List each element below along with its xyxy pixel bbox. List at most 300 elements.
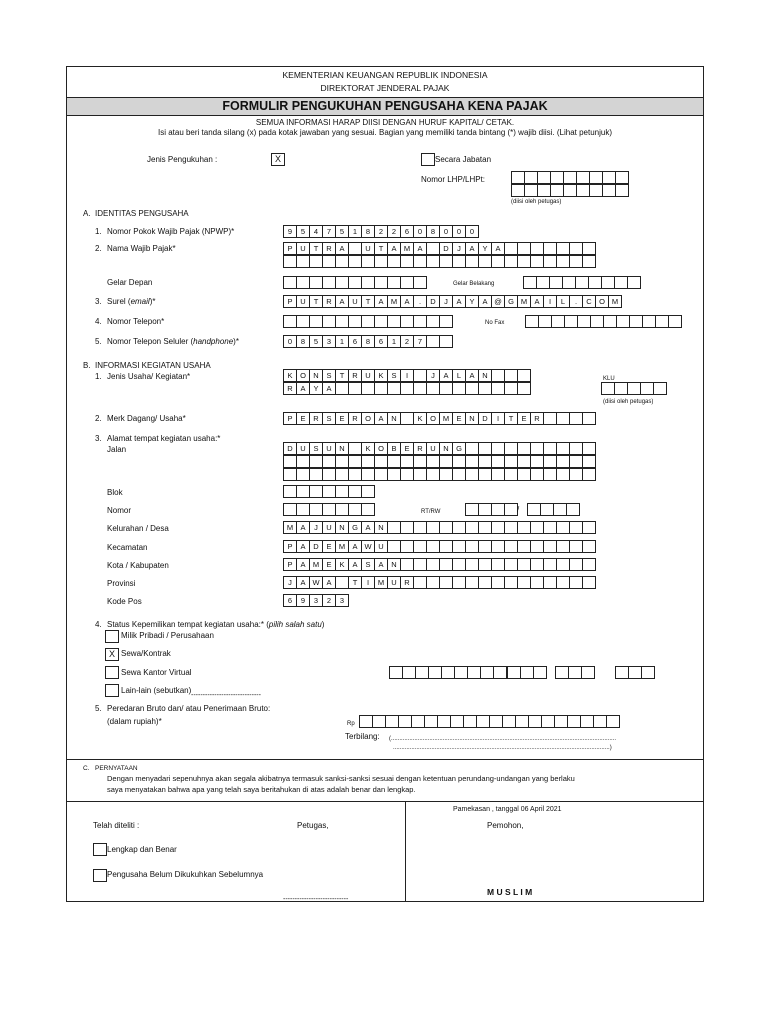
char-box[interactable] — [556, 521, 570, 534]
sewa-virtual-checkbox[interactable] — [105, 666, 119, 679]
char-box[interactable] — [465, 521, 479, 534]
char-box[interactable] — [439, 521, 453, 534]
char-box[interactable] — [478, 558, 492, 571]
char-box[interactable]: R — [322, 242, 336, 255]
char-box[interactable] — [400, 276, 414, 289]
char-box[interactable] — [504, 242, 518, 255]
char-box[interactable] — [556, 442, 570, 455]
char-box[interactable] — [426, 521, 440, 534]
char-box[interactable] — [569, 521, 583, 534]
char-box[interactable]: C — [582, 295, 596, 308]
char-box[interactable] — [400, 521, 414, 534]
char-box[interactable] — [589, 184, 603, 197]
char-box[interactable] — [426, 335, 440, 348]
char-box[interactable]: 6 — [400, 225, 414, 238]
char-box[interactable] — [524, 171, 538, 184]
provinsi-boxes[interactable] — [283, 576, 596, 589]
char-box[interactable] — [480, 666, 494, 679]
char-box[interactable] — [335, 382, 349, 395]
lain-lain-checkbox[interactable] — [105, 684, 119, 697]
char-box[interactable] — [530, 242, 544, 255]
char-box[interactable] — [668, 315, 682, 328]
char-box[interactable] — [593, 715, 607, 728]
char-box[interactable] — [504, 540, 518, 553]
char-box[interactable] — [361, 315, 375, 328]
nofax-boxes[interactable] — [525, 315, 682, 328]
char-box[interactable] — [491, 442, 505, 455]
char-box[interactable]: T — [309, 295, 323, 308]
char-box[interactable] — [348, 455, 362, 468]
char-box[interactable] — [296, 503, 310, 516]
char-box[interactable] — [296, 455, 310, 468]
char-box[interactable] — [533, 666, 547, 679]
char-box[interactable]: J — [283, 576, 297, 589]
lain-lain-line[interactable]: ------------------------------ — [191, 692, 261, 699]
char-box[interactable]: R — [309, 412, 323, 425]
char-box[interactable] — [452, 576, 466, 589]
char-box[interactable] — [627, 382, 641, 395]
char-box[interactable]: T — [309, 242, 323, 255]
char-box[interactable] — [627, 276, 641, 289]
char-box[interactable] — [528, 715, 542, 728]
char-box[interactable] — [491, 558, 505, 571]
virtual-boxes-4[interactable] — [615, 666, 655, 679]
char-box[interactable]: W — [309, 576, 323, 589]
char-box[interactable] — [555, 666, 569, 679]
char-box[interactable] — [569, 412, 583, 425]
char-box[interactable] — [413, 540, 427, 553]
char-box[interactable]: D — [439, 242, 453, 255]
char-box[interactable] — [335, 255, 349, 268]
char-box[interactable] — [400, 255, 414, 268]
char-box[interactable] — [322, 468, 336, 481]
char-box[interactable]: T — [335, 369, 349, 382]
sewa-kontrak-checkbox[interactable]: X — [105, 648, 119, 661]
nama-boxes-row1[interactable] — [283, 242, 596, 255]
char-box[interactable] — [389, 666, 403, 679]
char-box[interactable]: 5 — [296, 225, 310, 238]
char-box[interactable]: A — [452, 295, 466, 308]
char-box[interactable]: 5 — [309, 335, 323, 348]
char-box[interactable] — [569, 558, 583, 571]
char-box[interactable] — [450, 715, 464, 728]
char-box[interactable] — [538, 315, 552, 328]
char-box[interactable] — [374, 455, 388, 468]
char-box[interactable] — [530, 468, 544, 481]
bruto-boxes[interactable] — [359, 715, 620, 728]
char-box[interactable] — [614, 382, 628, 395]
char-box[interactable]: G — [504, 295, 518, 308]
char-box[interactable]: A — [296, 382, 310, 395]
char-box[interactable] — [517, 576, 531, 589]
char-box[interactable]: N — [439, 442, 453, 455]
char-box[interactable] — [556, 455, 570, 468]
char-box[interactable] — [426, 382, 440, 395]
char-box[interactable]: E — [296, 412, 310, 425]
char-box[interactable]: A — [348, 540, 362, 553]
char-box[interactable]: N — [387, 558, 401, 571]
char-box[interactable] — [335, 468, 349, 481]
char-box[interactable] — [628, 666, 642, 679]
char-box[interactable] — [543, 455, 557, 468]
char-box[interactable] — [536, 276, 550, 289]
char-box[interactable] — [413, 382, 427, 395]
char-box[interactable] — [465, 455, 479, 468]
char-box[interactable]: 9 — [283, 225, 297, 238]
char-box[interactable] — [569, 455, 583, 468]
char-box[interactable] — [530, 442, 544, 455]
char-box[interactable] — [530, 576, 544, 589]
char-box[interactable]: K — [335, 558, 349, 571]
char-box[interactable] — [524, 184, 538, 197]
char-box[interactable]: T — [374, 242, 388, 255]
char-box[interactable] — [601, 382, 615, 395]
char-box[interactable]: K — [413, 412, 427, 425]
char-box[interactable] — [335, 485, 349, 498]
char-box[interactable]: N — [374, 521, 388, 534]
char-box[interactable] — [589, 171, 603, 184]
char-box[interactable] — [602, 184, 616, 197]
char-box[interactable] — [563, 184, 577, 197]
char-box[interactable]: P — [283, 295, 297, 308]
char-box[interactable]: A — [296, 558, 310, 571]
char-box[interactable]: A — [387, 242, 401, 255]
char-box[interactable] — [551, 315, 565, 328]
char-box[interactable] — [616, 315, 630, 328]
char-box[interactable] — [615, 171, 629, 184]
char-box[interactable] — [348, 468, 362, 481]
char-box[interactable]: 3 — [322, 335, 336, 348]
char-box[interactable] — [478, 442, 492, 455]
char-box[interactable] — [439, 558, 453, 571]
char-box[interactable]: W — [361, 540, 375, 553]
char-box[interactable]: E — [452, 412, 466, 425]
char-box[interactable] — [374, 255, 388, 268]
terbilang-line-1[interactable]: (....................................................................................................................................... — [389, 736, 617, 742]
char-box[interactable] — [387, 521, 401, 534]
char-box[interactable] — [413, 468, 427, 481]
char-box[interactable] — [463, 715, 477, 728]
char-box[interactable] — [543, 558, 557, 571]
char-box[interactable]: 8 — [426, 225, 440, 238]
nama-boxes-row2[interactable] — [283, 255, 596, 268]
char-box[interactable]: A — [296, 540, 310, 553]
char-box[interactable] — [441, 666, 455, 679]
char-box[interactable] — [491, 576, 505, 589]
char-box[interactable] — [525, 315, 539, 328]
char-box[interactable] — [452, 382, 466, 395]
char-box[interactable] — [452, 558, 466, 571]
char-box[interactable] — [428, 666, 442, 679]
char-box[interactable]: K — [374, 369, 388, 382]
char-box[interactable]: D — [426, 295, 440, 308]
char-box[interactable]: O — [296, 369, 310, 382]
gelar-depan-boxes[interactable] — [283, 276, 427, 289]
char-box[interactable]: 2 — [387, 225, 401, 238]
nomor-boxes[interactable] — [283, 503, 375, 516]
char-box[interactable] — [517, 540, 531, 553]
char-box[interactable] — [309, 255, 323, 268]
char-box[interactable]: K — [283, 369, 297, 382]
petugas-signature-line[interactable]: ---------------------------- — [283, 896, 349, 903]
jenis-pengukuhan-checkbox[interactable]: X — [271, 153, 285, 166]
char-box[interactable] — [576, 171, 590, 184]
char-box[interactable]: 0 — [283, 335, 297, 348]
char-box[interactable] — [556, 255, 570, 268]
char-box[interactable] — [400, 315, 414, 328]
char-box[interactable] — [615, 184, 629, 197]
char-box[interactable] — [387, 255, 401, 268]
char-box[interactable] — [452, 455, 466, 468]
char-box[interactable]: A — [374, 412, 388, 425]
char-box[interactable] — [361, 485, 375, 498]
char-box[interactable]: E — [322, 540, 336, 553]
char-box[interactable]: M — [309, 558, 323, 571]
char-box[interactable]: 2 — [322, 594, 336, 607]
char-box[interactable] — [476, 715, 490, 728]
char-box[interactable] — [562, 276, 576, 289]
terbilang-line-2[interactable]: ..................................................................................................................................) — [393, 745, 612, 751]
char-box[interactable] — [569, 255, 583, 268]
char-box[interactable] — [283, 455, 297, 468]
char-box[interactable] — [413, 315, 427, 328]
char-box[interactable] — [335, 315, 349, 328]
char-box[interactable]: A — [296, 521, 310, 534]
char-box[interactable] — [489, 715, 503, 728]
char-box[interactable] — [491, 540, 505, 553]
char-box[interactable] — [452, 540, 466, 553]
char-box[interactable] — [478, 255, 492, 268]
char-box[interactable] — [465, 540, 479, 553]
char-box[interactable]: @ — [491, 295, 505, 308]
char-box[interactable] — [493, 666, 507, 679]
char-box[interactable] — [452, 521, 466, 534]
char-box[interactable]: 0 — [465, 225, 479, 238]
char-box[interactable]: R — [348, 412, 362, 425]
klu-boxes[interactable] — [601, 382, 667, 395]
char-box[interactable] — [543, 468, 557, 481]
milik-pribadi-checkbox[interactable] — [105, 630, 119, 643]
char-box[interactable]: I — [361, 576, 375, 589]
char-box[interactable] — [400, 412, 414, 425]
virtual-boxes-1[interactable] — [389, 666, 507, 679]
char-box[interactable] — [641, 666, 655, 679]
char-box[interactable] — [400, 382, 414, 395]
char-box[interactable] — [465, 558, 479, 571]
char-box[interactable] — [439, 255, 453, 268]
char-box[interactable] — [283, 468, 297, 481]
char-box[interactable] — [465, 503, 479, 516]
char-box[interactable] — [556, 576, 570, 589]
char-box[interactable]: J — [426, 369, 440, 382]
lengkap-checkbox[interactable] — [93, 843, 107, 856]
hp-boxes[interactable] — [283, 335, 453, 348]
char-box[interactable]: O — [361, 412, 375, 425]
char-box[interactable]: U — [374, 540, 388, 553]
char-box[interactable] — [629, 315, 643, 328]
char-box[interactable]: T — [348, 576, 362, 589]
char-box[interactable] — [543, 521, 557, 534]
char-box[interactable]: O — [595, 295, 609, 308]
char-box[interactable] — [361, 382, 375, 395]
char-box[interactable] — [588, 276, 602, 289]
char-box[interactable] — [564, 315, 578, 328]
char-box[interactable] — [569, 576, 583, 589]
char-box[interactable] — [556, 412, 570, 425]
char-box[interactable] — [569, 442, 583, 455]
char-box[interactable] — [504, 503, 518, 516]
char-box[interactable]: I — [491, 412, 505, 425]
char-box[interactable]: R — [322, 295, 336, 308]
char-box[interactable] — [400, 540, 414, 553]
char-box[interactable]: J — [452, 242, 466, 255]
char-box[interactable] — [359, 715, 373, 728]
char-box[interactable] — [491, 455, 505, 468]
char-box[interactable] — [642, 315, 656, 328]
char-box[interactable]: G — [452, 442, 466, 455]
jenis-usaha-row1[interactable] — [283, 369, 531, 382]
char-box[interactable] — [296, 255, 310, 268]
char-box[interactable]: E — [335, 412, 349, 425]
char-box[interactable] — [413, 455, 427, 468]
char-box[interactable] — [322, 255, 336, 268]
char-box[interactable] — [309, 455, 323, 468]
char-box[interactable] — [361, 255, 375, 268]
char-box[interactable] — [478, 468, 492, 481]
char-box[interactable] — [556, 468, 570, 481]
char-box[interactable]: L — [556, 295, 570, 308]
char-box[interactable]: T — [504, 412, 518, 425]
char-box[interactable]: K — [361, 442, 375, 455]
char-box[interactable]: S — [322, 412, 336, 425]
char-box[interactable]: I — [400, 369, 414, 382]
char-box[interactable] — [400, 468, 414, 481]
char-box[interactable] — [581, 666, 595, 679]
char-box[interactable] — [491, 255, 505, 268]
char-box[interactable] — [556, 540, 570, 553]
char-box[interactable] — [439, 382, 453, 395]
char-box[interactable] — [374, 315, 388, 328]
char-box[interactable] — [653, 382, 667, 395]
char-box[interactable] — [568, 666, 582, 679]
belum-dikukuhkan-checkbox[interactable] — [93, 869, 107, 882]
char-box[interactable] — [575, 276, 589, 289]
char-box[interactable] — [452, 255, 466, 268]
char-box[interactable]: N — [309, 369, 323, 382]
char-box[interactable] — [606, 715, 620, 728]
char-box[interactable]: 5 — [335, 225, 349, 238]
char-box[interactable]: . — [569, 295, 583, 308]
char-box[interactable] — [374, 382, 388, 395]
char-box[interactable]: 7 — [322, 225, 336, 238]
char-box[interactable] — [426, 242, 440, 255]
char-box[interactable]: A — [465, 242, 479, 255]
char-box[interactable]: R — [400, 576, 414, 589]
char-box[interactable] — [582, 412, 596, 425]
char-box[interactable]: A — [348, 558, 362, 571]
char-box[interactable] — [454, 666, 468, 679]
jalan-row3[interactable] — [283, 468, 596, 481]
char-box[interactable] — [348, 315, 362, 328]
char-box[interactable] — [576, 184, 590, 197]
char-box[interactable] — [361, 455, 375, 468]
char-box[interactable] — [577, 315, 591, 328]
char-box[interactable]: A — [335, 295, 349, 308]
char-box[interactable] — [504, 521, 518, 534]
char-box[interactable] — [580, 715, 594, 728]
char-box[interactable] — [511, 184, 525, 197]
char-box[interactable]: R — [413, 442, 427, 455]
char-box[interactable]: R — [348, 369, 362, 382]
char-box[interactable] — [415, 666, 429, 679]
char-box[interactable]: N — [335, 442, 349, 455]
char-box[interactable]: N — [335, 521, 349, 534]
char-box[interactable] — [530, 455, 544, 468]
char-box[interactable] — [426, 468, 440, 481]
char-box[interactable]: O — [426, 412, 440, 425]
char-box[interactable] — [582, 442, 596, 455]
char-box[interactable] — [372, 715, 386, 728]
char-box[interactable] — [582, 242, 596, 255]
char-box[interactable]: P — [283, 242, 297, 255]
char-box[interactable] — [426, 576, 440, 589]
char-box[interactable] — [504, 255, 518, 268]
char-box[interactable] — [283, 276, 297, 289]
char-box[interactable] — [387, 468, 401, 481]
char-box[interactable] — [426, 558, 440, 571]
gelar-belakang-boxes[interactable] — [523, 276, 641, 289]
char-box[interactable]: A — [322, 382, 336, 395]
char-box[interactable]: P — [283, 558, 297, 571]
char-box[interactable] — [582, 255, 596, 268]
char-box[interactable] — [348, 382, 362, 395]
char-box[interactable]: D — [309, 540, 323, 553]
char-box[interactable]: J — [439, 295, 453, 308]
char-box[interactable]: M — [374, 576, 388, 589]
char-box[interactable] — [543, 540, 557, 553]
kota-boxes[interactable] — [283, 558, 596, 571]
char-box[interactable]: S — [322, 369, 336, 382]
char-box[interactable] — [322, 455, 336, 468]
char-box[interactable]: M — [283, 521, 297, 534]
char-box[interactable] — [296, 485, 310, 498]
char-box[interactable]: A — [374, 295, 388, 308]
secara-jabatan-checkbox[interactable] — [421, 153, 435, 166]
char-box[interactable]: Y — [309, 382, 323, 395]
char-box[interactable]: U — [296, 442, 310, 455]
kecamatan-boxes[interactable] — [283, 540, 596, 553]
char-box[interactable]: A — [478, 295, 492, 308]
char-box[interactable] — [348, 485, 362, 498]
char-box[interactable] — [335, 503, 349, 516]
char-box[interactable] — [590, 315, 604, 328]
char-box[interactable] — [517, 442, 531, 455]
char-box[interactable] — [402, 666, 416, 679]
char-box[interactable]: E — [400, 442, 414, 455]
char-box[interactable] — [478, 576, 492, 589]
char-box[interactable]: U — [322, 442, 336, 455]
char-box[interactable]: 2 — [400, 335, 414, 348]
kelurahan-boxes[interactable] — [283, 521, 596, 534]
char-box[interactable] — [411, 715, 425, 728]
char-box[interactable] — [309, 315, 323, 328]
char-box[interactable] — [296, 315, 310, 328]
char-box[interactable]: E — [517, 412, 531, 425]
char-box[interactable]: 0 — [452, 225, 466, 238]
char-box[interactable] — [465, 468, 479, 481]
char-box[interactable]: 8 — [361, 225, 375, 238]
char-box[interactable]: 0 — [439, 225, 453, 238]
